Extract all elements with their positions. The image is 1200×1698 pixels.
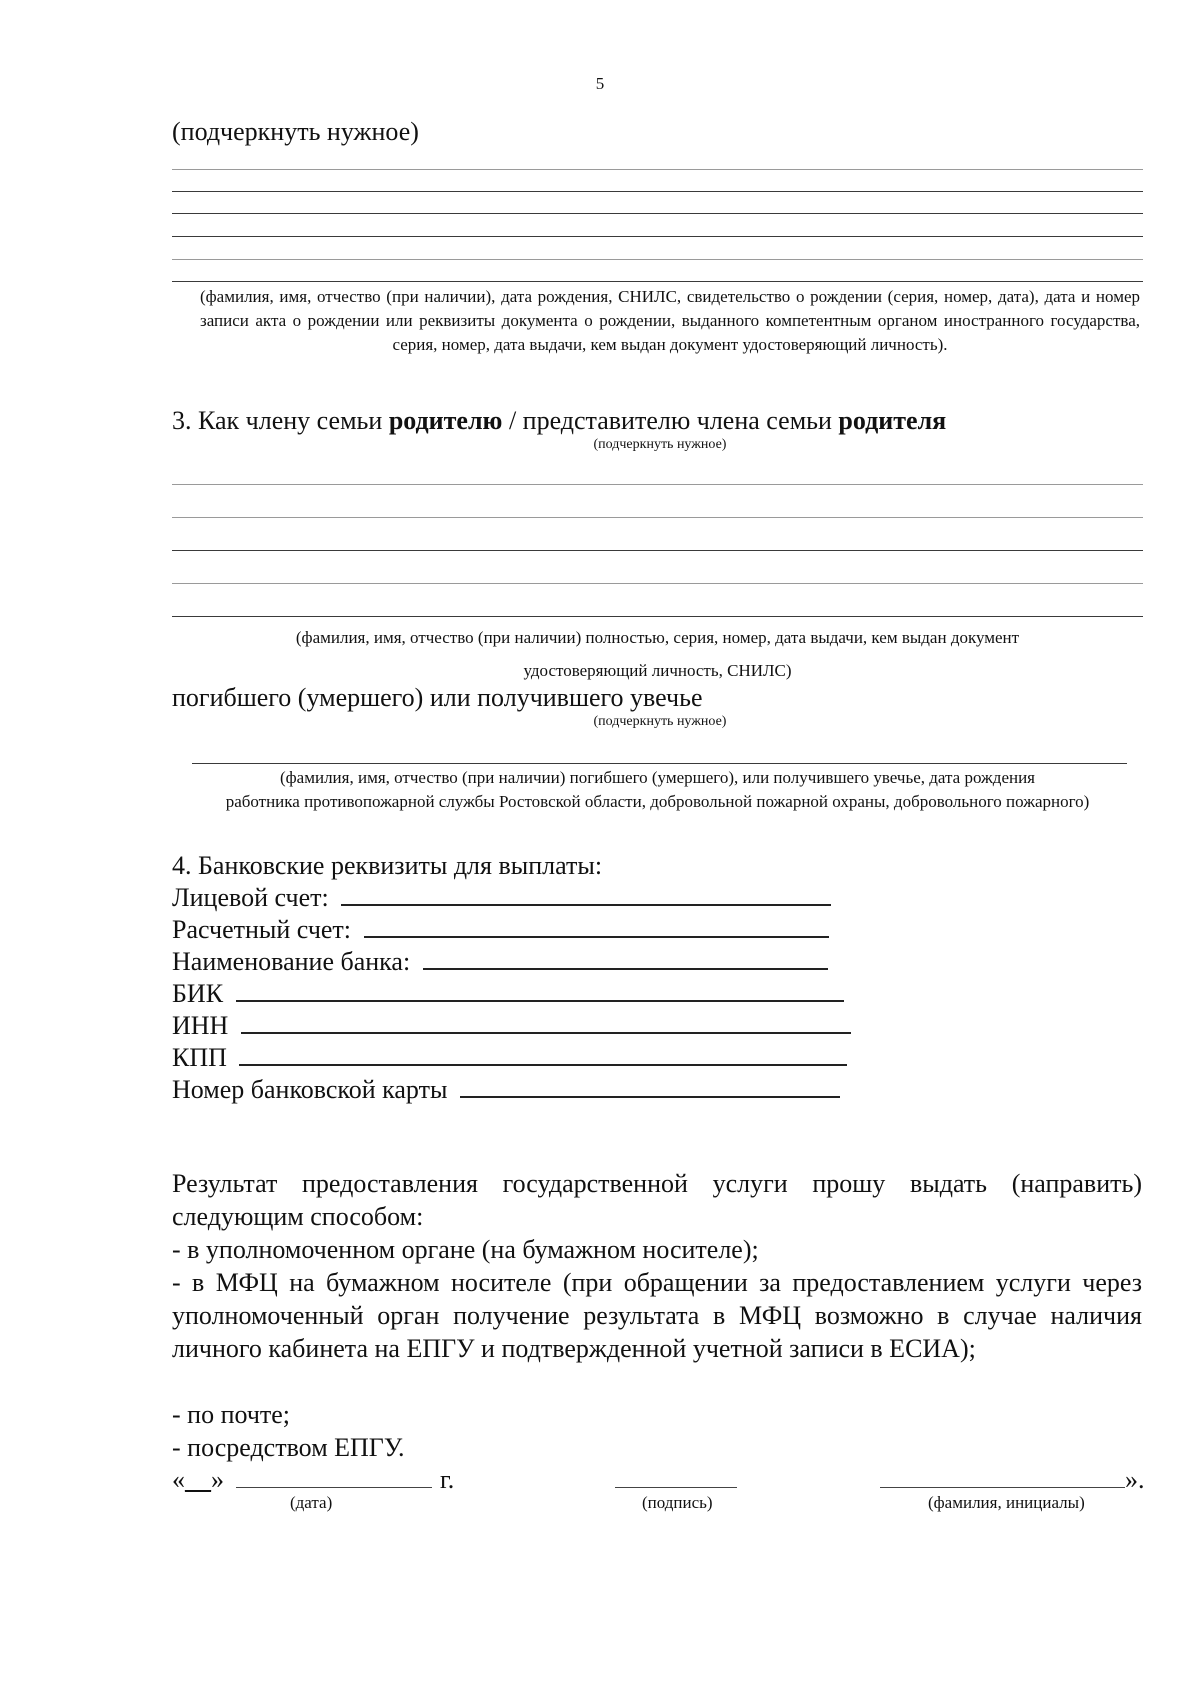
bank-field-label: КПП <box>172 1043 227 1072</box>
date-day <box>172 1464 224 1495</box>
blank-line <box>172 236 1143 237</box>
bank-field-row <box>172 946 828 977</box>
bank-field-label: Номер банковской карты <box>172 1075 448 1104</box>
blank-line <box>172 191 1143 192</box>
bank-field-row <box>172 1010 851 1041</box>
section3-heading-mid: / представителю члена семьи <box>502 406 839 435</box>
bank-field-label: ИНН <box>172 1011 229 1040</box>
bank-field-row <box>172 882 831 913</box>
result-intro: Результат предоставления государственной услуги прошу выдать (направить) следующим способом: <box>172 1169 1142 1231</box>
quote-open: « <box>172 1465 185 1494</box>
section3-caption-line1: (фамилия, имя, отчество (при наличии) полностью, серия, номер, дата выдачи, кем выдан документ <box>295 628 1020 647</box>
section3-underline-hint: (подчеркнуть нужное) <box>593 437 727 452</box>
bank-field-row <box>172 1042 847 1073</box>
bank-field-label: Расчетный счет: <box>172 915 352 944</box>
section3-heading-bold1: родителю <box>388 406 503 435</box>
bank-card-field[interactable] <box>460 1074 840 1098</box>
blank-line <box>172 259 1143 260</box>
bank-field-label: Лицевой счет: <box>172 883 329 912</box>
signature-field[interactable] <box>615 1487 737 1488</box>
name-caption: (фамилия, инициалы) <box>928 1493 1085 1512</box>
signature-caption: (подпись) <box>642 1493 713 1512</box>
section3-caption-line2: удостоверяющий личность, СНИЛС) <box>523 661 792 680</box>
blank-line <box>172 169 1143 170</box>
blank-line <box>192 763 1127 764</box>
year-suffix: г. <box>440 1465 455 1494</box>
personal-account-field[interactable] <box>341 882 831 906</box>
section3-heading <box>172 405 946 436</box>
bank-field-row <box>172 978 844 1009</box>
bank-name-field[interactable] <box>423 946 828 970</box>
section3-heading-bold2: родителя <box>838 406 947 435</box>
day-field[interactable]: __ <box>185 1465 211 1494</box>
blank-line <box>172 484 1143 485</box>
deceased-underline-hint: (подчеркнуть нужное) <box>593 714 727 729</box>
date-month-field[interactable] <box>236 1487 432 1488</box>
result-option[interactable]: - в уполномоченном органе (на бумажном носителе); <box>172 1235 759 1264</box>
section3-heading-prefix: 3. Как члену семьи <box>172 406 389 435</box>
person-caption: (фамилия, имя, отчество (при наличии), дата рождения, СНИЛС, свидетельство о рождении (серия, номер, дата), дата и номер записи акта о рождении или реквизиты документа о рождении, выданного компетентным органом иностранного государства, серия, номер, дата выдачи, кем выдан документ удостоверяющий личность). <box>200 287 1140 354</box>
bank-field-row <box>172 914 829 945</box>
kpp-field[interactable] <box>239 1042 847 1066</box>
blank-line <box>172 281 1143 282</box>
blank-line <box>172 616 1143 617</box>
full-name-field[interactable] <box>880 1487 1125 1488</box>
inn-field[interactable] <box>241 1010 851 1034</box>
quote-close: » <box>211 1465 224 1494</box>
deceased-line: погибшего (умершего) или получившего увечье <box>172 683 703 712</box>
page-number: 5 <box>595 74 605 93</box>
deceased-caption-line1: (фамилия, имя, отчество (при наличии) погибшего (умершего), или получившего увечье, дата рождения <box>280 768 1035 787</box>
result-option[interactable]: - в МФЦ на бумажном носителе (при обращении за предоставлением услуги через уполномоченный орган получение результата в МФЦ возможно в случае наличия личного кабинета на ЕПГУ и подтвержденной учетной записи в ЕСИА); <box>172 1268 1142 1363</box>
blank-line <box>172 517 1143 518</box>
underline-hint-heading: (подчеркнуть нужное) <box>172 117 419 146</box>
end-mark: ». <box>1125 1465 1145 1494</box>
blank-line <box>172 583 1143 584</box>
bank-field-label: Наименование банка: <box>172 947 411 976</box>
deceased-caption-line2: работника противопожарной службы Ростовской области, добровольной пожарной охраны, добровольного пожарного) <box>225 792 1090 811</box>
settlement-account-field[interactable] <box>364 914 829 938</box>
bank-heading: 4. Банковские реквизиты для выплаты: <box>172 851 603 880</box>
bank-field-label: БИК <box>172 979 224 1008</box>
date-caption: (дата) <box>290 1493 333 1512</box>
bik-field[interactable] <box>236 978 844 1002</box>
result-option[interactable]: - по почте; <box>172 1400 291 1429</box>
blank-line <box>172 213 1143 214</box>
bank-field-row <box>172 1074 840 1105</box>
result-option[interactable]: - посредством ЕПГУ. <box>172 1433 405 1462</box>
blank-line <box>172 550 1143 551</box>
